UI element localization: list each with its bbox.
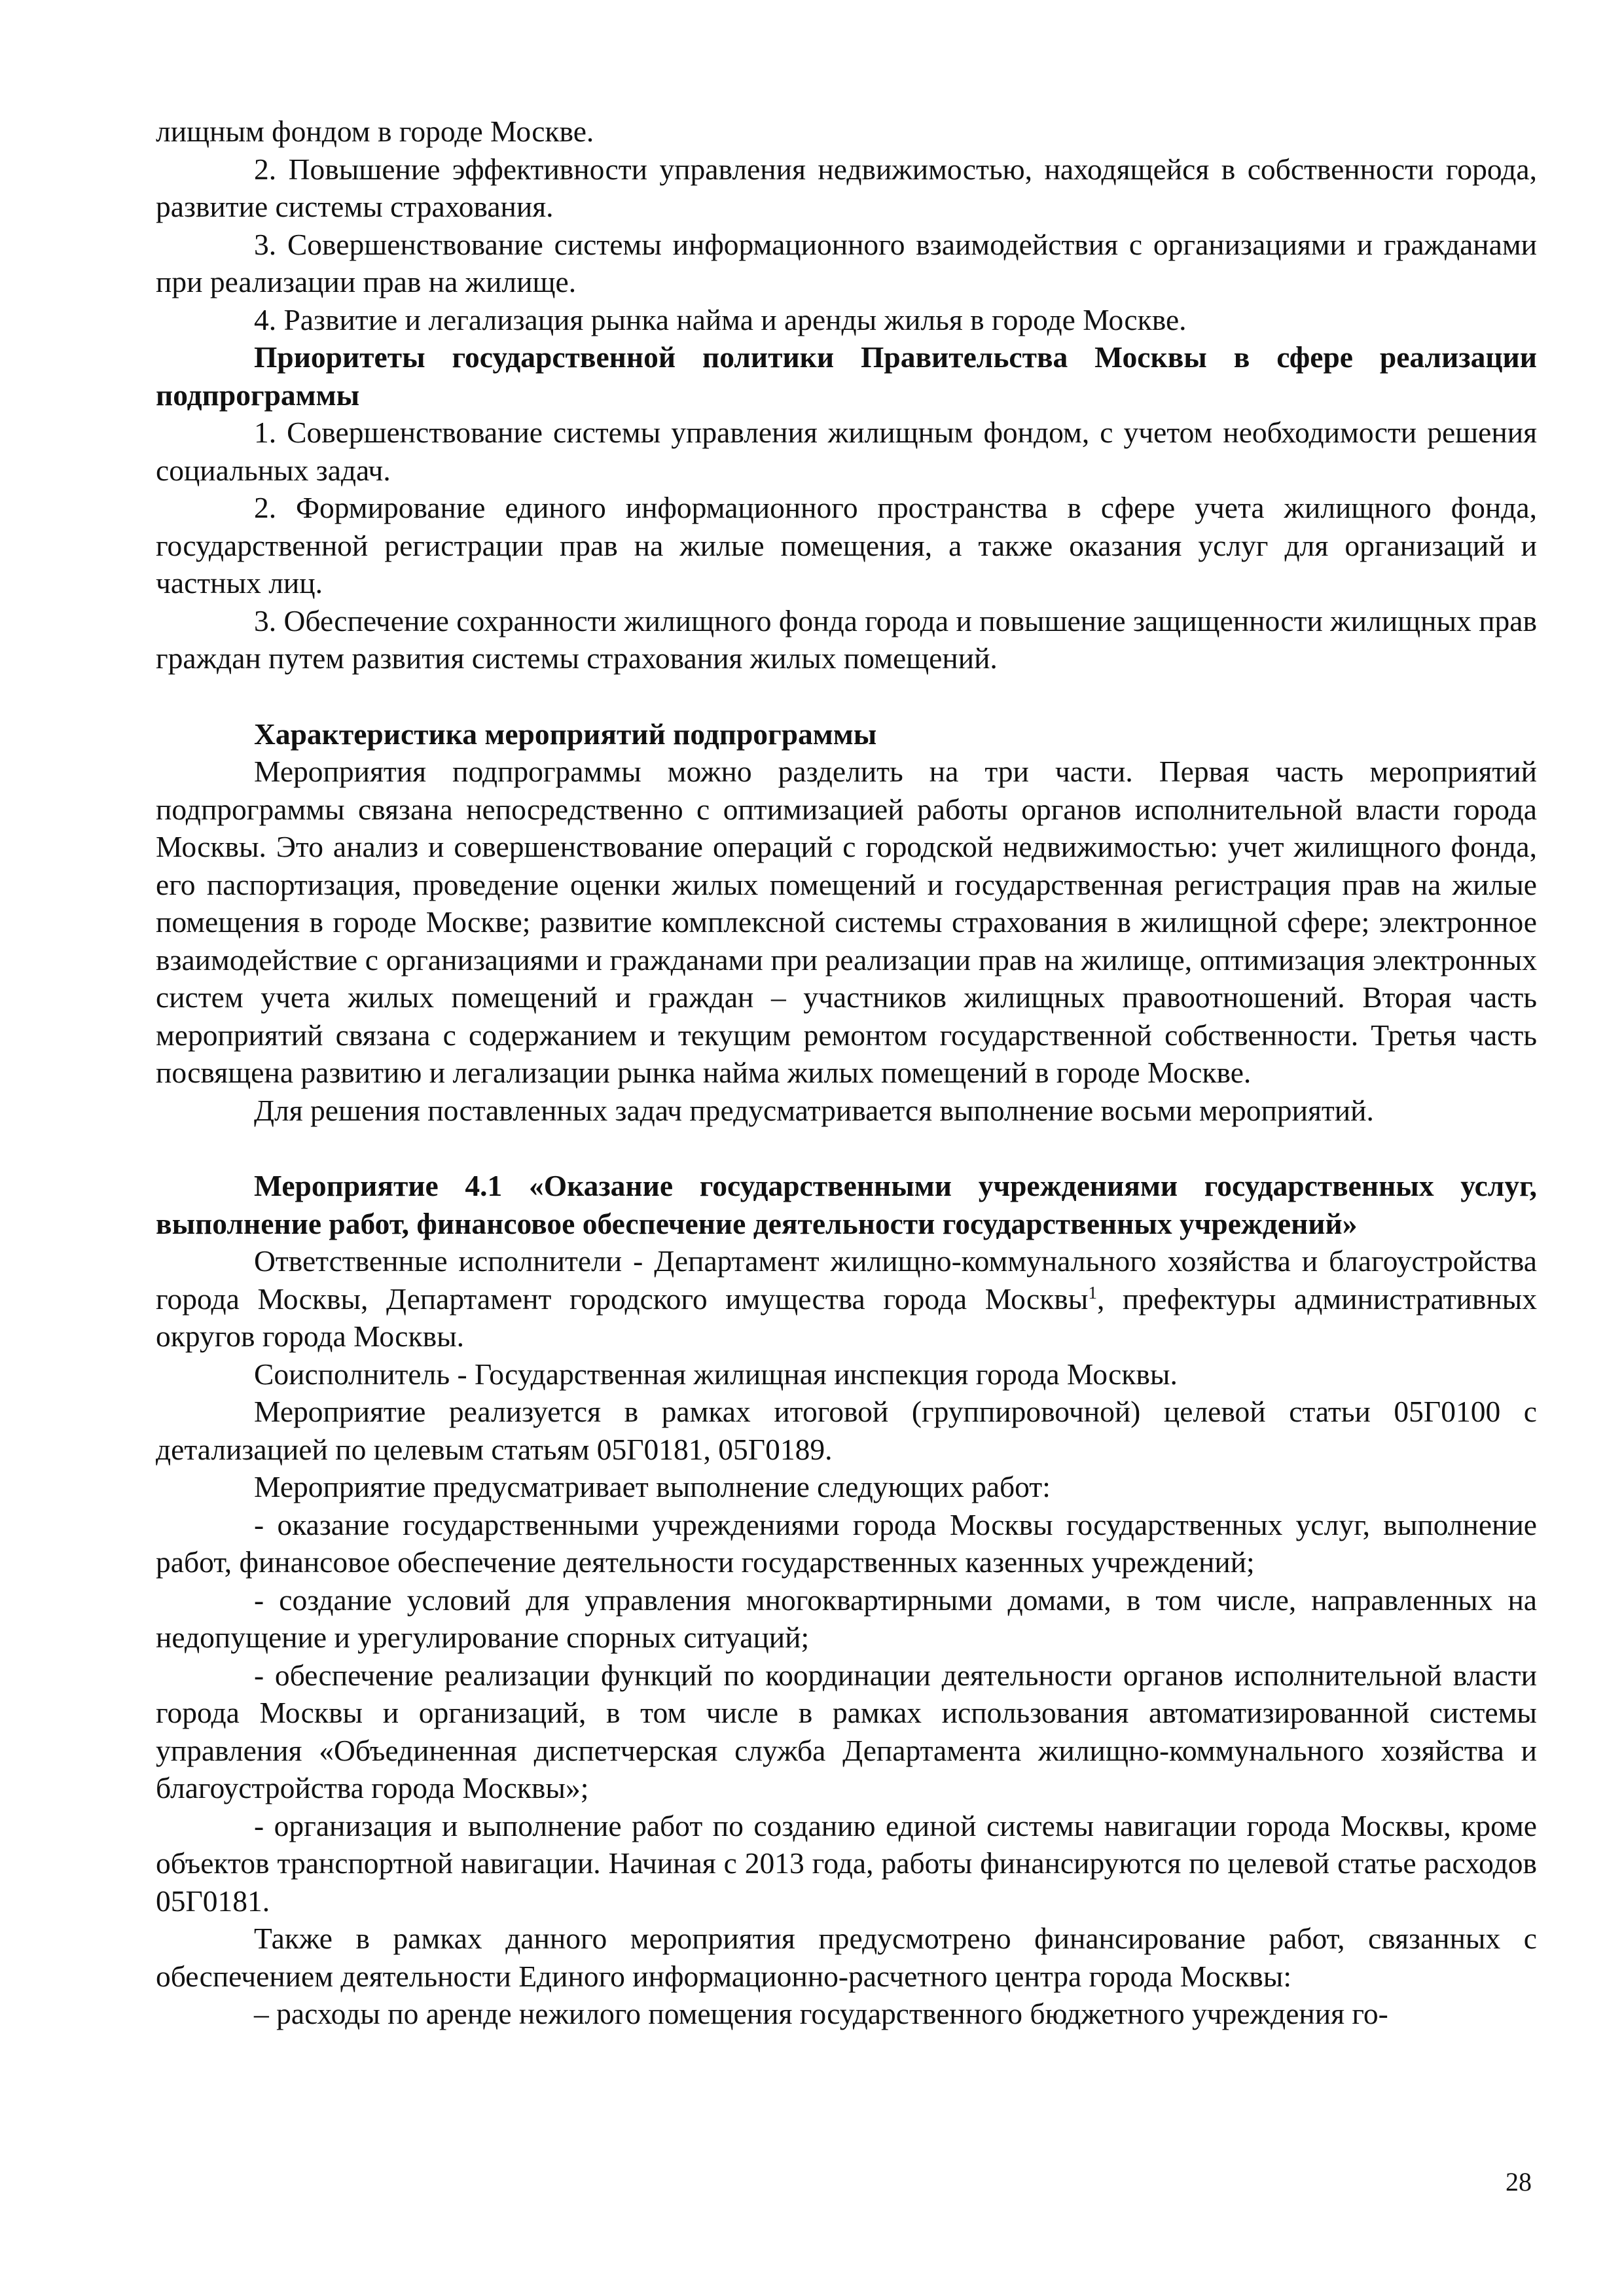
task-item-4: 4. Развитие и легализация рынка найма и аренды жилья в городе Москве. [254,302,1187,336]
responsible-executors [156,1242,1537,1355]
work-item: - создание условий для управления многоквартирными домами, в том числе, направленных на недопущение и урегулирование спорных ситуаций; [156,1583,1537,1654]
responsible-text: Ответственные исполнители - Департамент жилищно-коммунального хозяйства и благоустройства города Москвы, Департамент городского имущества города Москвы [156,1244,1537,1316]
work-item: - обеспечение реализации функций по координации деятельности органов исполнительной власти города Москвы и организаций, в том числе в рамках использования автоматизированной системы управления «Объединенная диспетчерская служба Департамента жилищно-коммунального хозяйства и благоустройства города Москвы»; [156,1658,1537,1804]
funding-paragraph: Также в рамках данного мероприятия предусмотрено финансирование работ, связанных с обеспечением деятельности Единого информационно-расчетного центра города Москвы: [156,1922,1537,1993]
section-gap [156,1129,1537,1167]
characteristics-paragraph: Мероприятия подпрограммы можно разделить на три части. Первая часть мероприятий подпрограммы связана непосредственно с оптимизацией работы органов исполнительной власти города Москвы. Это анализ и совершенствование операций с городской недвижимостью: учет жилищного фонда, его паспортизация, проведение оценки жилых помещений и государственная регистрация прав на жилые помещения в городе Москве; развитие комплексной системы страхования в жилищной сфере; электронное взаимодействие с организациями и гражданами при реализации прав на жилище, оптимизация электронных систем учета жилых помещений и граждан – участников жилищных правоотношений. Вторая часть мероприятий связана с содержанием и текущим ремонтом государственной собственности. Третья часть посвящена развитию и легализации рынка найма жилых помещений в городе Москве. [156,755,1537,1089]
characteristics-summary: Для решения поставленных задач предусматривается выполнение восьми мероприятий. [254,1093,1374,1127]
priority-item-1: 1. Совершенствование системы управления жилищным фондом, с учетом необходимости решения социальных задач. [156,416,1537,487]
priorities-heading: Приоритеты государственной политики Правительства Москвы в сфере реализации подпрограммы [156,340,1537,412]
works-intro: Мероприятие предусматривает выполнение следующих работ: [254,1470,1051,1503]
footnote-marker: 1 [1088,1282,1097,1302]
work-item: - организация и выполнение работ по созданию единой системы навигации города Москвы, кроме объектов транспортной навигации. Начиная с 2013 года, работы финансируются по целевой статье расходов 05Г0181. [156,1808,1537,1918]
task-item-2: 2. Повышение эффективности управления недвижимостью, находящейся в собственности города, развитие системы страхования. [156,152,1537,223]
co-executor: Соисполнитель - Государственная жилищная инспекция города Москвы. [254,1357,1178,1391]
section-gap [156,677,1537,715]
page-number: 28 [1506,2167,1532,2197]
paragraph-continuation: лищным фондом в городе Москве. [156,115,594,148]
measure-heading: Мероприятие 4.1 «Оказание государственными учреждениями государственных услуг, выполнение работ, финансовое обеспечение деятельности государственных учреждений» [156,1169,1537,1240]
document-page [156,113,1537,2033]
priority-item-3: 3. Обеспечение сохранности жилищного фонда города и повышение защищенности жилищных прав граждан путем развития системы страхования жилых помещений. [156,603,1537,675]
priority-item-2: 2. Формирование единого информационного пространства в сфере учета жилищного фонда, государственной регистрации прав на жилые помещения, а также оказания услуг для организаций и частных лиц. [156,491,1537,600]
characteristics-heading: Характеристика мероприятий подпрограммы [254,717,877,751]
work-item: - оказание государственными учреждениями города Москвы государственных услуг, выполнение работ, финансовое обеспечение деятельности государственных казенных учреждений; [156,1507,1537,1579]
responsible-text-end: , префектуры административных округов города Москвы. [156,1282,1537,1353]
expense-item: – расходы по аренде нежилого помещения государственного бюджетного учреждения го- [254,1997,1388,2030]
task-item-3: 3. Совершенствование системы информационного взаимодействия с организациями и гражданами при реализации прав на жилище. [156,227,1537,298]
implementation-article: Мероприятие реализуется в рамках итоговой (группировочной) целевой статьи 05Г0100 с детализацией по целевым статьям 05Г0181, 05Г0189. [156,1395,1537,1466]
